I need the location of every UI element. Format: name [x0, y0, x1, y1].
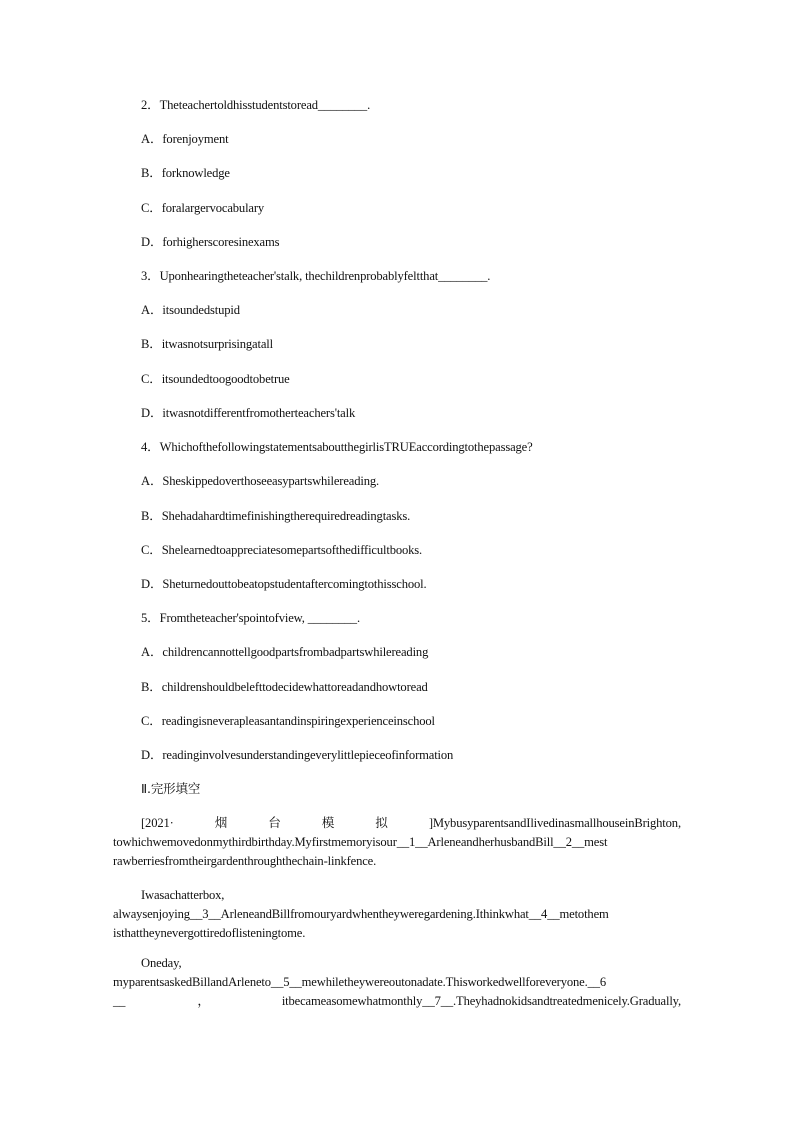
q3-option-b: B．itwasnotsurprisingatall — [141, 337, 273, 351]
question-5-stem: 5．Fromtheteacher'spointofview, ________. — [141, 611, 360, 625]
source-char: 拟 — [375, 816, 388, 830]
q4-option-c: C．Shelearnedtoappreciatesomepartsofthedifficultbooks. — [141, 543, 423, 557]
q3-option-a: A．itsoundedstupid — [141, 303, 240, 317]
question-2-stem: 2．Theteachertoldhisstudentstoread________. — [141, 98, 371, 112]
blank-continuation: __ — [113, 994, 126, 1008]
q3-option-c: C．itsoundedtoogoodtobetrue — [141, 372, 290, 386]
q3-option-d: D．itwasnotdifferentfromotherteachers'talk — [141, 406, 356, 420]
cloze-text: Iwasachatterbox, — [141, 888, 225, 902]
cloze-p2-line-1 — [113, 886, 681, 905]
source-char: 台 — [268, 816, 281, 830]
cloze-p1-line-1 — [113, 814, 681, 833]
cloze-paragraph-3 — [113, 954, 681, 1011]
cloze-p1-line-3: rawberriesfromtheirgardenthroughthechain-linkfence. — [113, 854, 377, 868]
cloze-paragraph-1 — [113, 814, 681, 871]
q2-option-b: B．forknowledge — [141, 166, 230, 180]
cloze-p3-line-2: myparentsaskedBillandArleneto__5__mewhiletheywereoutonadate.Thisworkedwellforeveryone.__6 — [113, 975, 607, 989]
q5-option-b: B．childrenshouldbelefttodecidewhattoreadandhowtoread — [141, 680, 428, 694]
q4-option-b: B．Shehadahardtimefinishingtherequiredreadingtasks. — [141, 509, 411, 523]
cloze-text: Oneday, — [141, 956, 182, 970]
cloze-p3-line-3 — [113, 992, 681, 1011]
cloze-paragraph-2 — [113, 886, 681, 943]
q2-option-a: A．forenjoyment — [141, 132, 229, 146]
source-char: 烟 — [214, 816, 228, 830]
q5-option-c: C．readingisneverapleasantandinspiringexperienceinschool — [141, 714, 435, 728]
q4-option-a: A．Sheskippedoverthoseeasypartswhilereading. — [141, 474, 380, 488]
source-tag-open: [2021· — [141, 816, 174, 830]
question-3-stem: 3．Uponhearingtheteacher'stalk, thechildrenprobablyfeltthat________. — [141, 269, 491, 283]
cloze-p2-line-2: alwaysenjoying__3__ArleneandBillfromouryardwhentheyweregardening.Ithinkwhat__4__metothem — [113, 907, 609, 921]
cloze-text: itbecameasomewhatmonthly__7__.Theyhadnokidsandtreatedmenicely.Gradually, — [281, 994, 681, 1008]
cloze-p3-line-1 — [113, 954, 681, 973]
source-char: 模 — [321, 816, 335, 830]
q5-option-a: A．childrencannottellgoodpartsfrombadpartswhilereading — [141, 645, 429, 659]
cloze-p2-line-3: isthattheynevergottiredoflisteningtome. — [113, 926, 306, 940]
question-4-stem: 4．WhichofthefollowingstatementsaboutthegirlisTRUEaccordingtothepassage? — [141, 440, 533, 454]
section-title: Ⅱ.完形填空 — [141, 781, 201, 796]
cloze-p1-line-2: towhichwemovedonmythirdbirthday.Myfirstmemoryisour__1__ArleneandherhusbandBill__2__mest — [113, 835, 608, 849]
q5-option-d: D．readinginvolvesunderstandingeverylittlepieceofinformation — [141, 748, 454, 762]
q2-option-c: C．foralargervocabulary — [141, 201, 265, 215]
q2-option-d: D．forhigherscoresinexams — [141, 235, 280, 249]
comma: ， — [197, 994, 210, 1008]
q4-option-d: D．Sheturnedouttobeatopstudentaftercomingtothisschool. — [141, 577, 427, 591]
cloze-text: ]MybusyparentsandIlivedinasmallhouseinBrighton, — [428, 816, 681, 830]
